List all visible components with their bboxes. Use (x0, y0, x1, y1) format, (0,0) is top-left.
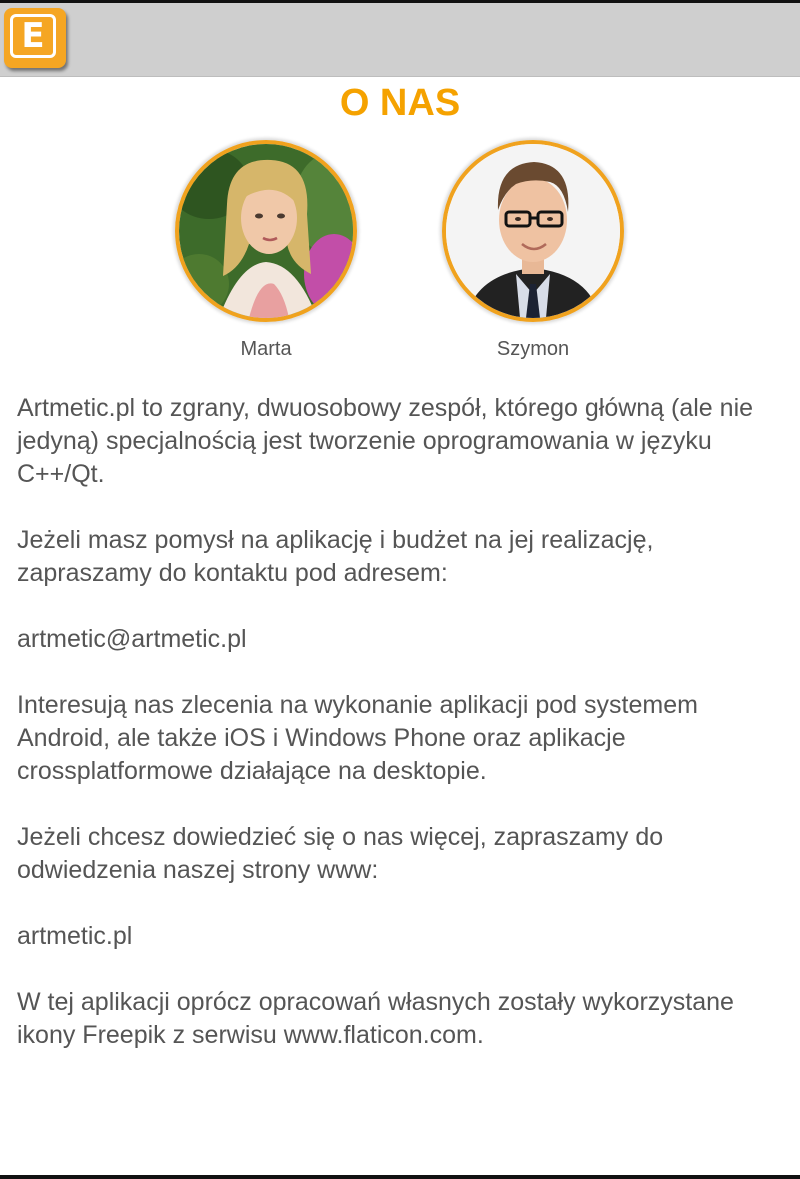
portrait-marta-icon (179, 144, 353, 318)
page-title: O NAS (339, 82, 461, 124)
team-member-szymon (439, 140, 627, 361)
team-member-marta (172, 140, 360, 361)
paragraph-contact: Jeżeli masz pomysł na aplikację i budżet na jej realizację, zapraszamy do kontaktu pod adresem: (17, 526, 654, 587)
bottom-border (0, 1175, 800, 1179)
portrait-szymon-icon (446, 144, 620, 318)
about-text (17, 392, 787, 1085)
paragraph-platforms: Interesują nas zlecenia na wykonanie aplikacji pod systemem Android, ale także iOS i Windows Phone oraz aplikacje crossplatformowe działające na desktopie. (17, 691, 698, 785)
app-logo-button[interactable] (4, 8, 66, 68)
app-bar (0, 3, 800, 77)
paragraph-credits: W tej aplikacji oprócz opracowań własnych zostały wykorzystane ikony Freepik z serwisu www.flaticon.com. (17, 988, 734, 1049)
avatar-marta (175, 140, 357, 322)
website-link[interactable]: artmetic.pl (17, 922, 133, 950)
team-member-name: Marta (240, 338, 292, 360)
contact-email-link[interactable]: artmetic@artmetic.pl (17, 625, 247, 653)
paragraph-website: Jeżeli chcesz dowiedzieć się o nas więcej, zapraszamy do odwiedzenia naszej strony www: (17, 823, 664, 884)
logo-letter-icon: E (10, 14, 56, 58)
team-member-name: Szymon (496, 338, 570, 360)
paragraph-intro: Artmetic.pl to zgrany, dwuosobowy zespół, którego główną (ale nie jedyną) specjalnością jest tworzenie oprogramowania w języku C++/Qt. (17, 394, 754, 488)
avatar-szymon (442, 140, 624, 322)
